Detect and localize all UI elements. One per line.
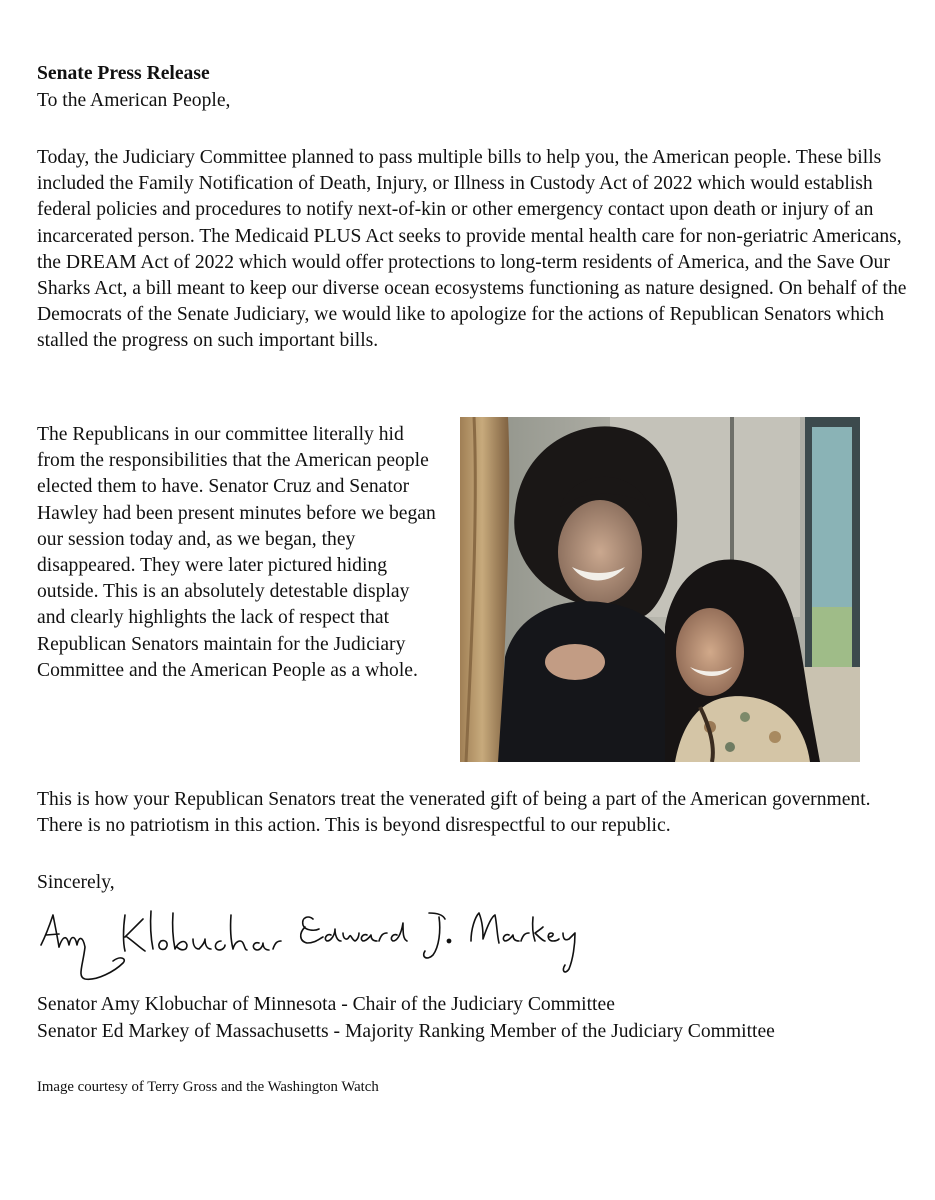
body-paragraph-2: The Republicans in our committee literally hid from the responsibilities that the American people elected them to have. Senator Cruz and Senator Hawley had been present minutes before we began our session today and, as we began, they disappeared. They were later pictured hiding outside. This is an absolutely detestable display and clearly highlights the lack of respect that Republican Senators maintain for the Judiciary Committee and the American People as a whole. [37,424,436,681]
salutation: To the American People, [37,90,231,111]
image-credit: Image courtesy of Terry Gross and the Washington Watch [37,1079,379,1095]
closing: Sincerely, [37,872,115,893]
signature-amy-klobuchar [41,911,281,979]
body-paragraph-3: This is how your Republican Senators treat the venerated gift of being a part of the American government. There is no patriotism in this action. This is beyond disrespectful to our republic. [37,789,871,837]
signer-line-1: Senator Amy Klobuchar of Minnesota - Chair of the Judiciary Committee [37,994,615,1015]
signature-edward-markey [301,913,575,972]
signer-line-2: Senator Ed Markey of Massachusetts - Majority Ranking Member of the Judiciary Committee [37,1021,775,1042]
document-title: Senate Press Release [37,63,210,84]
photo-two-people-behind-pillar [460,417,860,762]
handwritten-signatures [37,905,597,987]
body-paragraph-1: Today, the Judiciary Committee planned to pass multiple bills to help you, the American people. These bills included the Family Notification of Death, Injury, or Illness in Custody Act of 2022 which would establish federal policies and procedures to notify next-of-kin or other emergency contact upon death or injury of an incarcerated person. The Medicaid PLUS Act seeks to provide mental health care for non-geriatric Americans, the DREAM Act of 2022 which would offer protections to long-term residents of America, and the Save Our Sharks Act, a bill meant to keep our diverse ocean ecosystems functioning as nature designed. On behalf of the Democrats of the Senate Judiciary, we would like to apologize for the actions of Republican Senators which stalled the progress on such important bills. [37,147,907,352]
